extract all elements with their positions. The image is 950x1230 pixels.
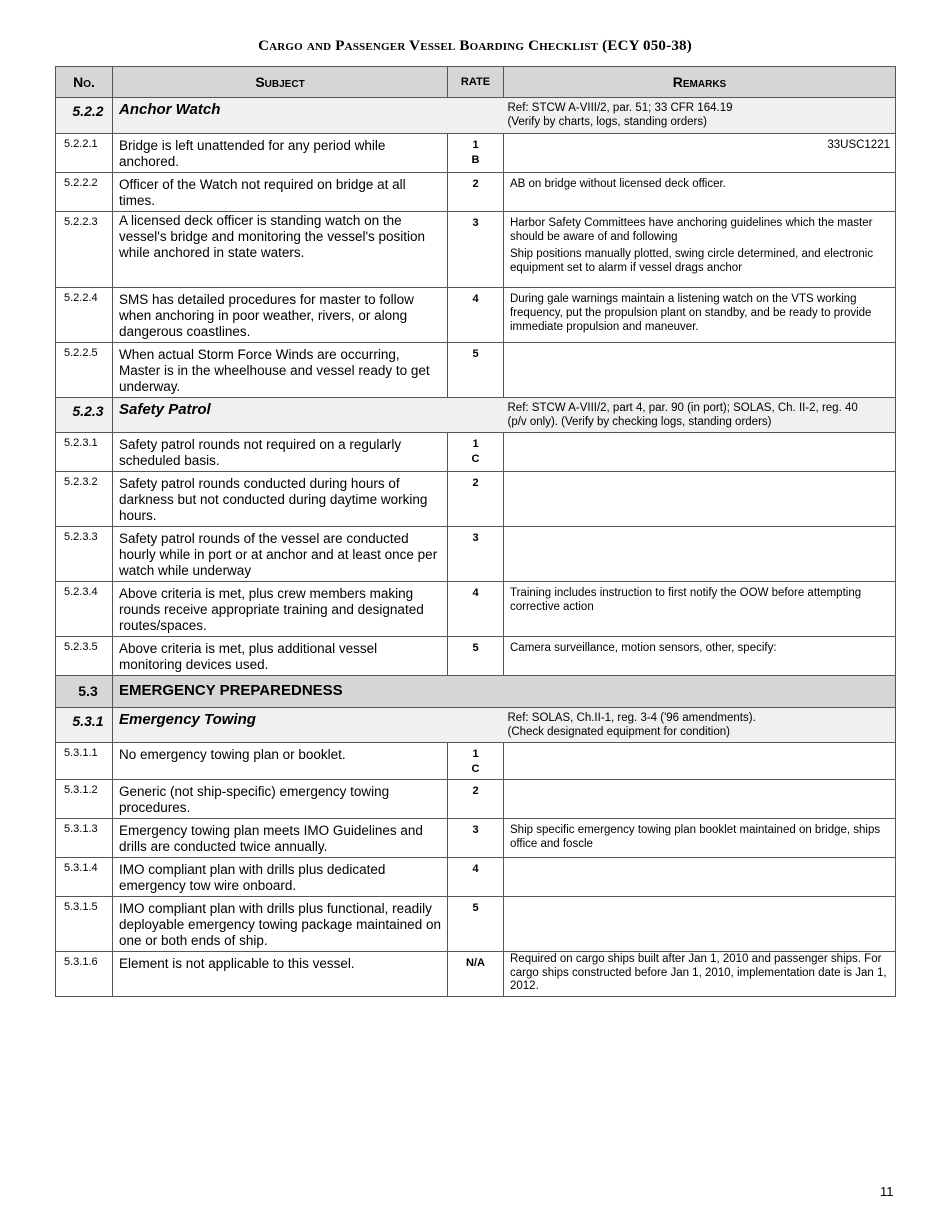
- item-subject: Safety patrol rounds of the vessel are conducted hourly while in port or at anchor and at least once per watch while underway: [113, 527, 448, 582]
- major-section-number: 5.3: [56, 676, 113, 708]
- item-subject: Above criteria is met, plus crew members making rounds receive appropriate training and designated routes/spaces.: [113, 582, 448, 637]
- table-row: [56, 212, 896, 288]
- table-row: [56, 472, 896, 527]
- section-number: 5.3.1: [56, 708, 113, 743]
- item-subject: Safety patrol rounds not required on a regularly scheduled basis.: [113, 433, 448, 472]
- item-subject: IMO compliant plan with drills plus functional, readily deployable emergency towing package maintained on one or both ends of ship.: [113, 897, 448, 952]
- item-remarks: [504, 897, 896, 952]
- item-number: 5.2.3.2: [56, 472, 113, 527]
- item-number: 5.2.3.3: [56, 527, 113, 582]
- table-row: [56, 819, 896, 858]
- item-remarks: Ship specific emergency towing plan booklet maintained on bridge, ships office and foscle: [504, 819, 896, 858]
- item-rate: 3: [448, 212, 504, 288]
- item-subject: No emergency towing plan or booklet.: [113, 743, 448, 780]
- section-title: Safety Patrol: [113, 398, 504, 433]
- major-section-title: EMERGENCY PREPAREDNESS: [113, 676, 896, 708]
- table-row: [56, 952, 896, 997]
- page-number: 11: [880, 1184, 894, 1199]
- item-remarks: [504, 743, 896, 780]
- checklist-table: [55, 66, 896, 997]
- item-remarks: Required on cargo ships built after Jan 1, 2010 and passenger ships. For cargo ships constructed before Jan 1, 2010, implementation date is Jan 1, 2012.: [504, 952, 896, 997]
- item-subject: Generic (not ship-specific) emergency towing procedures.: [113, 780, 448, 819]
- header-rate: RATE: [448, 67, 504, 98]
- item-number: 5.2.2.2: [56, 173, 113, 212]
- item-number: 5.3.1.4: [56, 858, 113, 897]
- item-remarks: [504, 527, 896, 582]
- item-number: 5.2.3.5: [56, 637, 113, 676]
- item-rate: 3: [448, 819, 504, 858]
- table-row: [56, 134, 896, 173]
- section-row-5-2-3: [56, 398, 896, 433]
- item-subject: Emergency towing plan meets IMO Guidelines and drills are conducted twice annually.: [113, 819, 448, 858]
- item-number: 5.2.2.4: [56, 288, 113, 343]
- item-remarks: [504, 343, 896, 398]
- item-remarks: Harbor Safety Committees have anchoring guidelines which the master should be aware of and following Ship positions manually plotted, swing circle determined, and electronic equipment set to alarm if vessel drags anchor: [504, 212, 896, 288]
- item-subject: A licensed deck officer is standing watch on the vessel's bridge and monitoring the vessel's position while anchored in state waters.: [113, 212, 448, 288]
- header-subject: Subject: [113, 67, 448, 98]
- item-rate: 1 C: [448, 743, 504, 780]
- section-reference: Ref: STCW A-VIII/2, part 4, par. 90 (in port); SOLAS, Ch. II-2, reg. 40 (p/v only). (Verify by checking logs, standing orders): [504, 398, 896, 433]
- header-remarks: Remarks: [504, 67, 896, 98]
- item-rate: 1 C: [448, 433, 504, 472]
- item-rate: 2: [448, 780, 504, 819]
- item-remarks: [504, 780, 896, 819]
- section-reference: Ref: STCW A-VIII/2, par. 51; 33 CFR 164.19 (Verify by charts, logs, standing orders): [504, 98, 896, 134]
- item-remarks: During gale warnings maintain a listening watch on the VTS working frequency, put the propulsion plant on standby, and be ready to provide immediate propulsion and maneuver.: [504, 288, 896, 343]
- item-subject: Bridge is left unattended for any period while anchored.: [113, 134, 448, 173]
- item-rate: 4: [448, 858, 504, 897]
- table-row: [56, 343, 896, 398]
- item-number: 5.2.2.1: [56, 134, 113, 173]
- item-rate: 2: [448, 173, 504, 212]
- item-remarks: Training includes instruction to first notify the OOW before attempting corrective action: [504, 582, 896, 637]
- item-remarks: AB on bridge without licensed deck officer.: [504, 173, 896, 212]
- item-rate: 3: [448, 527, 504, 582]
- section-number: 5.2.3: [56, 398, 113, 433]
- item-number: 5.3.1.1: [56, 743, 113, 780]
- table-row: [56, 637, 896, 676]
- item-rate: 5: [448, 343, 504, 398]
- document-title: Cargo and Passenger Vessel Boarding Checklist (ECY 050-38): [258, 38, 692, 54]
- item-number: 5.3.1.3: [56, 819, 113, 858]
- section-number: 5.2.2: [56, 98, 113, 134]
- table-row: [56, 527, 896, 582]
- item-subject: Element is not applicable to this vessel.: [113, 952, 448, 997]
- table-row: [56, 897, 896, 952]
- table-row: [56, 780, 896, 819]
- header-no: No.: [56, 67, 113, 98]
- table-row: [56, 743, 896, 780]
- item-rate: 4: [448, 582, 504, 637]
- item-subject: When actual Storm Force Winds are occurring, Master is in the wheelhouse and vessel ready to get underway.: [113, 343, 448, 398]
- item-number: 5.3.1.6: [56, 952, 113, 997]
- item-rate: 4: [448, 288, 504, 343]
- item-number: 5.2.2.3: [56, 212, 113, 288]
- item-remarks: [504, 472, 896, 527]
- item-number: 5.2.3.1: [56, 433, 113, 472]
- item-number: 5.3.1.2: [56, 780, 113, 819]
- table-row: [56, 173, 896, 212]
- item-remarks: [504, 433, 896, 472]
- item-subject: Safety patrol rounds conducted during hours of darkness but not conducted during daytime working hours.: [113, 472, 448, 527]
- major-section-row-5-3: [56, 676, 896, 708]
- item-rate: 5: [448, 637, 504, 676]
- section-title: Emergency Towing: [113, 708, 504, 743]
- section-title: Anchor Watch: [113, 98, 504, 134]
- section-row-5-3-1: [56, 708, 896, 743]
- item-subject: SMS has detailed procedures for master to follow when anchoring in poor weather, rivers, or along dangerous coastlines.: [113, 288, 448, 343]
- item-subject: Above criteria is met, plus additional vessel monitoring devices used.: [113, 637, 448, 676]
- section-row-5-2-2: [56, 98, 896, 134]
- header-row: [56, 67, 896, 98]
- item-subject: IMO compliant plan with drills plus dedicated emergency tow wire onboard.: [113, 858, 448, 897]
- item-number: 5.2.2.5: [56, 343, 113, 398]
- section-reference: Ref: SOLAS, Ch.II-1, reg. 3-4 ('96 amendments). (Check designated equipment for condition): [504, 708, 896, 743]
- table-row: [56, 582, 896, 637]
- table-row: [56, 858, 896, 897]
- item-rate: N/A: [448, 952, 504, 997]
- item-remarks: [504, 858, 896, 897]
- item-remarks: Camera surveillance, motion sensors, other, specify:: [504, 637, 896, 676]
- item-rate: 2: [448, 472, 504, 527]
- item-rate: 1 B: [448, 134, 504, 173]
- table-row: [56, 433, 896, 472]
- item-remarks: 33USC1221: [504, 134, 896, 173]
- item-subject: Officer of the Watch not required on bridge at all times.: [113, 173, 448, 212]
- table-row: [56, 288, 896, 343]
- item-rate: 5: [448, 897, 504, 952]
- item-number: 5.2.3.4: [56, 582, 113, 637]
- item-number: 5.3.1.5: [56, 897, 113, 952]
